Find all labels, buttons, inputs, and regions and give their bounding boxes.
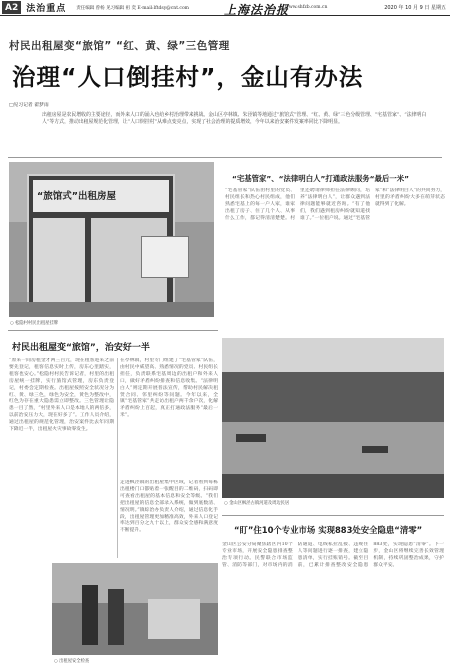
subhead-right: “宅基管家”、“法律明白人”打通政法服务“最后一米” xyxy=(232,174,409,183)
body-right: “宅基管家”队伍由村里的党员、村民组长和热心村民组成，他们熟悉宅基上的每一户人家，谁家出租了房子、住了几个人、从事什么工作，都记得清清楚楚。村里还聘请律师担任法律顾问，培养“法律明白人”，让群众遇到法律问题能够就近咨询。“有了他们，我们遇到租房纠纷就知道找谁了。”一位租户说。通过“宅基管家”和“法律明白人”的共同努力，村里的矛盾纠纷大多在萌芽状态就得到了化解。 xyxy=(225,188,445,221)
photo2-caption: ○ 金山区枫泾古镇河道及周边民居 xyxy=(224,501,290,506)
body-lower-middle: 走进枫泾镇的出租屋集中区域，记者看到每栋出租楼门口都贴着一张醒目的二维码，扫码即可查看出租屋的基本信息和安全等级。“我们把出租屋的信息全部录入系统，做到底数清、情况明。”镇综治办负责人介绍，通过信息化手段，出租屋管理更加精准高效，外来人口登记率达到百分之九十以上，群众安全感和满意度不断提升。 xyxy=(120,480,218,534)
article-kicker: 村民出租屋变“旅馆” “红、黄、绿”三色管理 xyxy=(9,40,230,52)
photo3-caption: ○ 出租屋安全检查 xyxy=(54,659,90,664)
subhead-bottom: “盯”住10个专业市场 实现883处安全隐患“清零” xyxy=(234,525,423,535)
masthead-logo: 上海法治报 xyxy=(224,3,290,17)
canal-town-photo xyxy=(222,338,444,498)
inspection-photo xyxy=(52,563,218,655)
article-headline: 治理“人口倒挂村”，金山有办法 xyxy=(12,63,364,91)
divider xyxy=(8,157,442,158)
divider xyxy=(222,515,444,516)
body-middle: 在亭林镇，村里专门组建了“宅基管家”队伍，由村民中威望高、熟悉情况的党员、村民组长担任，负责联系宅基周边的出租户和外来人口，做好矛盾纠纷排查和信息收集。“法律明白人”则定期开展普法宣传，帮助村民解决租赁合同、邻里纠纷等问题。今年以来，全镇“宅基管家”共走访出租户两千余户次，化解矛盾纠纷上百起，真正打通政法服务“最后一米”。 xyxy=(120,358,218,419)
rental-house-photo xyxy=(9,162,214,317)
section-title: 法治重点 xyxy=(26,4,67,14)
column-rule xyxy=(117,358,118,558)
page-number: A2 xyxy=(2,1,21,14)
editors-line: 责任编辑 曾杨 见习编辑 祖 奕 E-mail:lftdsy@cnt.com xyxy=(76,5,189,11)
subhead-left: 村民出租屋变“旅馆”，治安好一半 xyxy=(12,343,150,353)
article-byline: □见习记者 翟梦雨 xyxy=(9,103,49,108)
rental-sign-text: “旅馆式”出租房屋 xyxy=(37,191,116,202)
issue-date: 2020 年 10 月 9 日 星期五 xyxy=(384,5,446,11)
photo1-caption: ○ 松隐村村民出租屋挂牌 xyxy=(10,321,59,326)
divider xyxy=(8,330,218,331)
body-left: “原来一间房租金才两三百元，现在租客进来之前要先登记，租客信息实时上传，房东心里踏实，租客也安心。”松隐村村民告诉记者，村里的出租房屋统一挂牌，实行旅馆式管理，房东负责登记，村委会定期检查。出租屋按照安全状况分为红、黄、绿三色，绿色为安全，黄色为整改中，红色为存在重大隐患需立即整改。三色管理让隐患一目了然，“村里外来人口是本地人的两倍多，以前治安压力大，现在好多了”。工作人员介绍，通过出租屋的规范化管理，治安案件比去年同期下降近一半，出租屋火灾事故零发生。 xyxy=(9,358,114,433)
article-lead: 出租房屋是农民增收的主要途径，而外来人口的涌入也给乡村治理带来挑战。金山区亭林镇、朱泾镇等地通过“旅馆式”管理、“红、黄、绿”三色分级管理、“宅基管家”、“法律明白人”等方式，推动出租屋规范化管理，让“人口倒挂村”从难点变亮点，实现了社会治理的提质增效，今年以来治安案件发案率同比下降明显。 xyxy=(42,112,427,126)
masthead-url[interactable]: www.shfzb.com.cn xyxy=(285,5,328,10)
body-bottom: 金山区公安分局聚焦辖区内10个专业市场，开展安全隐患排查整治专项行动。民警联合市场监管、消防等部门，对市场内的消防通道、电线私拉乱接、违规住人等问题进行逐一排查，建立隐患清单，实行挂账销号。截至目前，已累计排查整改安全隐患883处，实现隐患“清零”。下一步，金山区将继续完善长效管理机制，持续巩固整治成果，守护群众平安。 xyxy=(222,542,444,568)
